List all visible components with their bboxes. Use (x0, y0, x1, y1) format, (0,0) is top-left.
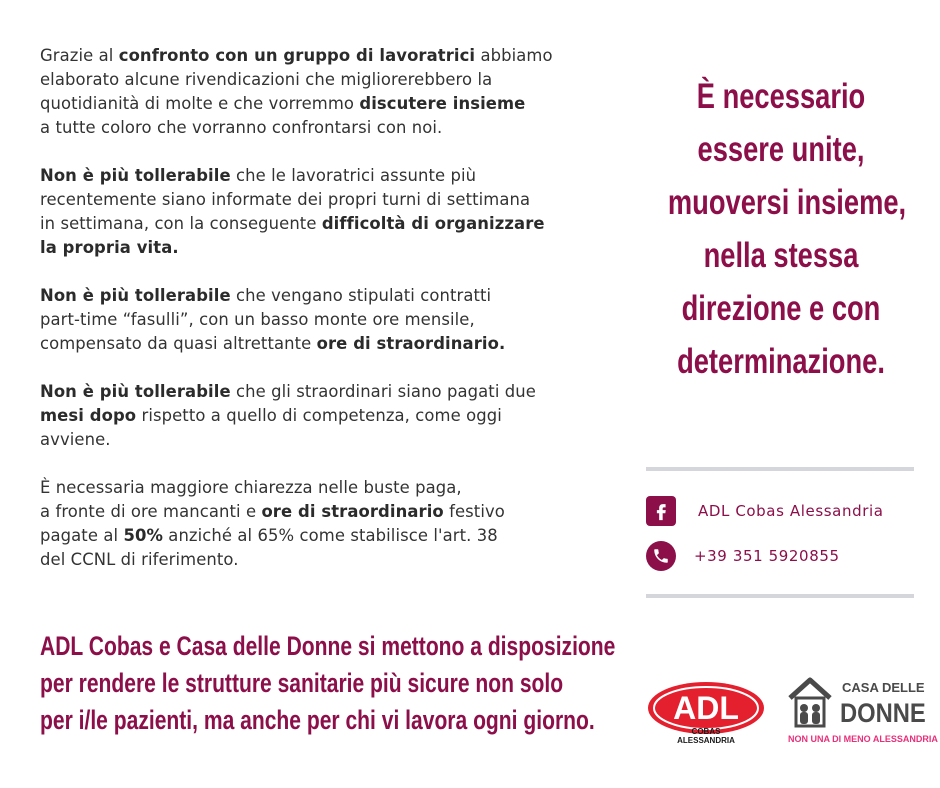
text-line (40, 524, 620, 548)
cdd-logo-top: CASA DELLE (842, 680, 925, 695)
text-line (40, 404, 620, 428)
text-line (40, 164, 620, 188)
demands-text (40, 44, 620, 596)
closing-line: ADL Cobas e Casa delle Donne si mettono a disposizione (40, 631, 616, 661)
text-line (40, 476, 620, 500)
text-segment: a tutte coloro che vorranno confrontarsi con noi. (40, 118, 443, 137)
paragraph-part-time (40, 284, 620, 356)
bold-text: Non è più tollerabile (40, 166, 231, 185)
paragraph-intro (40, 44, 620, 140)
bold-text: confronto con un gruppo di lavoratrici (118, 46, 476, 65)
closing-line: per i/le pazienti, ma anche per chi vi lavora ogni giorno. (40, 705, 595, 735)
adl-cobas-logo (646, 680, 766, 744)
text-segment: avviene. (40, 430, 111, 449)
bold-text: Non è più tollerabile (40, 382, 231, 401)
text-line (40, 92, 620, 116)
bold-text: ore di straordinario (261, 502, 444, 521)
text-line (40, 212, 620, 236)
casa-delle-donne-logo (786, 674, 938, 746)
slogan-line: essere unite, (697, 130, 865, 169)
cdd-logo-main: DONNE (840, 698, 926, 729)
text-segment: compensato da quasi altrettante (40, 334, 317, 353)
text-line (40, 236, 620, 260)
divider-bottom (646, 594, 914, 598)
text-segment: recentemente siano informate dei propri turni di settimana (40, 190, 531, 209)
text-line (40, 428, 620, 452)
slogan-line: nella stessa (703, 236, 859, 275)
text-segment: del CCNL di riferimento. (40, 550, 239, 569)
closing-line: per rendere le strutture sanitarie più sicure non solo (40, 668, 564, 698)
text-segment: che gli straordinari siano pagati due (230, 382, 536, 401)
text-segment: in settimana, con la conseguente (40, 214, 322, 233)
adl-logo-sub1: COBAS (691, 727, 721, 736)
text-segment: che vengano stipulati contratti (230, 286, 492, 305)
text-segment: a fronte di ore mancanti e (40, 502, 262, 521)
bold-text: mesi dopo (40, 406, 137, 425)
closing-statement (40, 628, 660, 739)
text-segment: elaborato alcune rivendicazioni che migliorerebbero la (40, 70, 493, 89)
text-segment: anziché al 65% come stabilisce l'art. 38 (162, 526, 498, 545)
text-line (40, 44, 620, 68)
paragraph-shift-notice (40, 164, 620, 260)
text-line (40, 284, 620, 308)
facebook-icon (646, 496, 676, 526)
text-segment: quotidianità di molte e che vorremmo (40, 94, 360, 113)
text-line (40, 188, 620, 212)
paragraph-payslip (40, 476, 620, 572)
text-segment: festivo (443, 502, 505, 521)
phone-contact[interactable] (646, 540, 840, 572)
text-line (40, 548, 620, 572)
text-line (40, 380, 620, 404)
slogan-line: direzione e con (681, 289, 881, 328)
text-segment: abbiamo (475, 46, 553, 65)
slogan-line: determinazione. (677, 342, 885, 381)
slogan-line: muoversi insieme, (667, 183, 907, 222)
paragraph-overtime-pay (40, 380, 620, 452)
divider-top (646, 467, 914, 471)
text-segment: rispetto a quello di competenza, come oggi (136, 406, 502, 425)
phone-icon (646, 541, 676, 571)
text-line (40, 500, 620, 524)
text-segment: part-time “fasulli”, con un basso monte ore mensile, (40, 310, 475, 329)
text-segment: pagate al (40, 526, 124, 545)
phone-label: +39 351 5920855 (694, 547, 840, 565)
text-line (40, 116, 620, 140)
bold-text: 50% (123, 526, 163, 545)
slogan (667, 70, 907, 388)
facebook-contact[interactable] (646, 495, 884, 527)
bold-text: difficoltà di organizzare (321, 214, 545, 233)
text-segment: Grazie al (40, 46, 119, 65)
text-segment: che le lavoratrici assunte più (230, 166, 477, 185)
slogan-line: È necessario (696, 77, 866, 116)
text-line (40, 68, 620, 92)
adl-logo-sub2: ALESSANDRIA (677, 736, 735, 745)
text-segment: È necessaria maggiore chiarezza nelle buste paga, (40, 478, 462, 497)
adl-logo-main: ADL (673, 690, 739, 726)
bold-text: la propria vita. (40, 238, 179, 257)
text-line (40, 332, 620, 356)
bold-text: ore di straordinario. (316, 334, 506, 353)
facebook-label: ADL Cobas Alessandria (698, 502, 884, 520)
bold-text: Non è più tollerabile (40, 286, 231, 305)
cdd-logo-tagline: NON UNA DI MENO ALESSANDRIA (788, 734, 938, 744)
slogan-block (636, 70, 926, 388)
text-line (40, 308, 620, 332)
bold-text: discutere insieme (359, 94, 526, 113)
house-icon (790, 680, 830, 726)
